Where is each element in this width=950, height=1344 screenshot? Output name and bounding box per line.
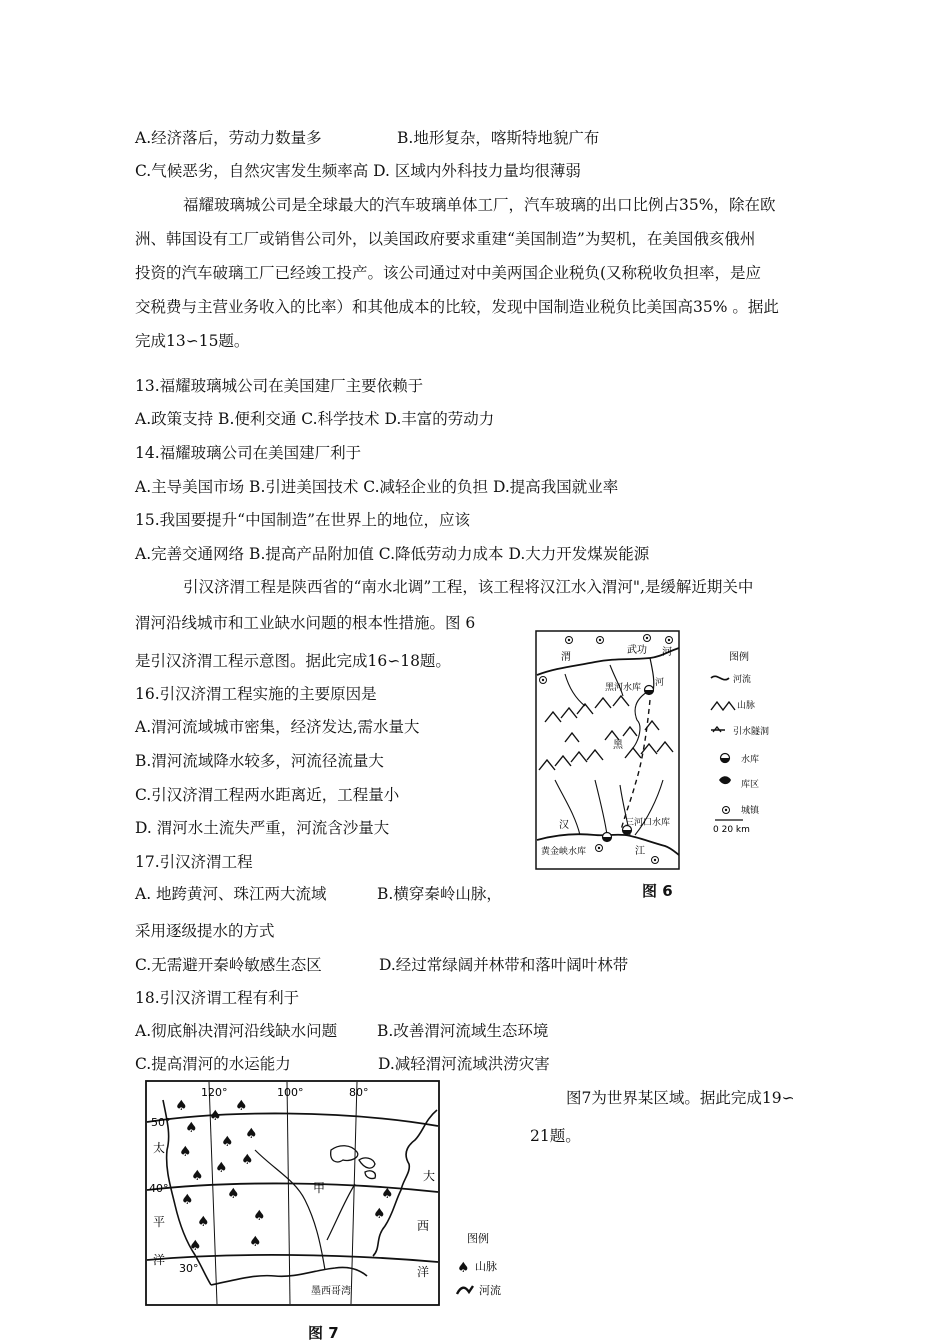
- river-icon: [457, 1286, 473, 1294]
- q14-stem: 14.福耀玻璃公司在美国建厂利于: [135, 444, 362, 462]
- fig6-legend-reservoir-area: 库区: [741, 780, 760, 790]
- svg-text:♠: ♠: [381, 1186, 394, 1202]
- q15-stem: 15.我国要提升“中国制造”在世界上的地位，应该: [135, 511, 470, 529]
- fig7-legend-river: 河流: [479, 1284, 501, 1297]
- fig7-legend-mountain: 山脉: [475, 1260, 497, 1273]
- fig7-label-jia: 甲: [313, 1181, 326, 1195]
- figure-6-map: [535, 630, 795, 870]
- mountain-icon: ♠: [457, 1260, 470, 1276]
- fig6-label-huangjinxia: 黄金峡水库: [541, 847, 587, 857]
- fig7-lat-50: 50°: [151, 1116, 171, 1129]
- fig7-intro: 21题。: [530, 1127, 581, 1145]
- q16-stem: 16.引汉济渭工程实施的主要原因是: [135, 685, 377, 703]
- fig7-lon-80: 80°: [349, 1086, 369, 1099]
- fig7-label-gulf: 墨西哥湾: [311, 1286, 351, 1297]
- q17-option-b: B.横穿秦岭山脉，: [377, 885, 502, 903]
- fig7-lat-40: 40°: [149, 1182, 169, 1195]
- fig6-legend-town: 城镇: [741, 806, 760, 816]
- fig7-legend-title: 图例: [467, 1232, 489, 1245]
- q12-option-cd: C.气候恶劣，自然灾害发生频率高 D. 区域内外科技力量均很薄弱: [135, 162, 581, 180]
- svg-text:♠: ♠: [241, 1152, 254, 1168]
- q18-stem: 18.引汉济谓工程有利于: [135, 989, 300, 1007]
- q17-stem: 17.引汉济渭工程: [135, 853, 253, 871]
- fig6-legend-tunnel: 引水隧洞: [733, 727, 770, 737]
- svg-text:♠: ♠: [181, 1192, 194, 1208]
- figure-7-caption: 图 7: [308, 1324, 339, 1342]
- passage1-line: 福耀玻璃城公司是全球最大的汽车玻璃单体工厂，汽车玻璃的出口比例占35%，除在欧: [183, 196, 776, 214]
- svg-text:♠: ♠: [235, 1098, 248, 1114]
- svg-text:♠: ♠: [373, 1206, 386, 1222]
- svg-text:♠: ♠: [189, 1238, 202, 1254]
- q16-option: A.渭河流域城市密集，经济发达,需水量大: [135, 718, 420, 736]
- svg-text:♠: ♠: [215, 1160, 228, 1176]
- q18-option-c: C.提高渭河的水运能力: [135, 1055, 291, 1073]
- passage1-line: 完成13∽15题。: [135, 332, 250, 350]
- q18-option-b: B.改善渭河流域生态环境: [377, 1022, 549, 1040]
- q17-option-a: A. 地跨黄河、珠江两大流域: [135, 885, 327, 903]
- fig7-label-ping: 平: [153, 1215, 166, 1229]
- fig6-label-sanhekou: 三河口水库: [625, 818, 671, 828]
- fig6-label-he: 河: [662, 647, 672, 658]
- svg-text:♠: ♠: [221, 1134, 234, 1150]
- figure-6-caption: 图 6: [642, 882, 673, 900]
- svg-text:♠: ♠: [209, 1108, 222, 1124]
- passage1-line: 洲、韩国设有工厂或销售公司外，以美国政府要求重建“美国制造”为契机，在美国俄亥俄州: [135, 230, 756, 248]
- q17-option-c: C.无需避开秦岭敏感生态区: [135, 956, 322, 974]
- svg-text:♠: ♠: [185, 1120, 198, 1136]
- fig7-label-da: 大: [423, 1169, 436, 1183]
- fig6-scale: 0 20 km: [713, 825, 750, 835]
- fig7-lon-120: 120°: [201, 1086, 228, 1099]
- q15-options: A.完善交通网络 B.提高产品附加值 C.降低劳动力成本 D.大力开发煤炭能源: [135, 545, 650, 563]
- fig6-legend-title: 图例: [729, 652, 749, 663]
- passage1-line: 投资的汽车破璃工厂已经竣工投产。该公司通过对中美两国企业税负(又称税收负担率，是应: [135, 264, 762, 282]
- fig7-lat-30: 30°: [179, 1262, 199, 1275]
- q17-option-d: D.经过常绿阔并林带和落叶阔叶林带: [379, 956, 629, 974]
- svg-text:♠: ♠: [245, 1126, 258, 1142]
- svg-text:♠: ♠: [191, 1168, 204, 1184]
- fig7-intro: 图7为世界某区域。据此完成19∽: [566, 1089, 795, 1107]
- fig7-label-yang: 洋: [153, 1253, 166, 1267]
- fig6-legend-mountain: 山脉: [737, 701, 756, 711]
- passage2-line: 引汉济渭工程是陕西省的“南水北调”工程，该工程将汉江水入渭河",是缓解近期关中: [183, 578, 754, 596]
- svg-text:♠: ♠: [197, 1214, 210, 1230]
- q13-options: A.政策支持 B.便利交通 C.科学技术 D.丰富的劳动力: [135, 410, 495, 428]
- q12-option-a: A.经济落后，劳动力数量多: [135, 129, 322, 147]
- svg-text:♠: ♠: [175, 1098, 188, 1114]
- fig6-legend-reservoir: 水库: [741, 755, 760, 765]
- q14-options: A.主导美国市场 B.引进美国技术 C.减轻企业的负担 D.提高我国就业率: [135, 478, 619, 496]
- q16-option: B.渭河流域降水较多，河流径流量大: [135, 752, 384, 770]
- fig6-label-wei: 渭: [561, 652, 571, 663]
- passage2-line: 是引汉济渭工程示意图。据此完成16∽18题。: [135, 652, 451, 670]
- q16-option: D. 渭河水土流失严重，河流含沙量大: [135, 819, 390, 837]
- q16-option: C.引汉济渭工程两水距离近，工程量小: [135, 786, 400, 804]
- fig7-label-yang2: 洋: [417, 1265, 430, 1279]
- fig7-label-xi: 西: [417, 1219, 430, 1233]
- svg-text:♠: ♠: [179, 1144, 192, 1160]
- svg-text:♠: ♠: [227, 1186, 240, 1202]
- fig6-label-heihe-reservoir: 黑河水库: [605, 683, 642, 693]
- fig6-label-jiang: 江: [635, 846, 645, 857]
- passage2-line: 渭河沿线城市和工业缺水问题的根本性措施。图 6: [135, 614, 476, 632]
- fig6-label-wugong: 武功: [627, 645, 647, 656]
- fig6-label-han: 汉: [559, 820, 569, 831]
- fig6-label-hei: 黑: [613, 740, 623, 751]
- fig6-label-he2: 河: [655, 678, 665, 688]
- q13-stem: 13.福耀玻璃城公司在美国建厂主要依赖于: [135, 377, 424, 395]
- svg-text:♠: ♠: [253, 1208, 266, 1224]
- svg-text:♠: ♠: [249, 1234, 262, 1250]
- q18-option-a: A.彻底斛决渭河沿线缺水问题: [135, 1022, 338, 1040]
- fig6-legend-river: 河流: [733, 675, 752, 685]
- q12-option-b: B.地形复杂，喀斯特地貌广布: [397, 129, 600, 147]
- figure-7-map: [145, 1080, 535, 1310]
- q18-option-d: D.减轻渭河流域洪涝灾害: [378, 1055, 550, 1073]
- passage1-line: 交税费与主营业务收入的比率）和其他成本的比较，发现中国制造业税负比美国高35% 。据此: [135, 298, 779, 316]
- fig7-lon-100: 100°: [277, 1086, 304, 1099]
- q17-option-b-cont: 采用逐级提水的方式: [135, 922, 275, 940]
- fig7-label-tai: 太: [153, 1141, 166, 1155]
